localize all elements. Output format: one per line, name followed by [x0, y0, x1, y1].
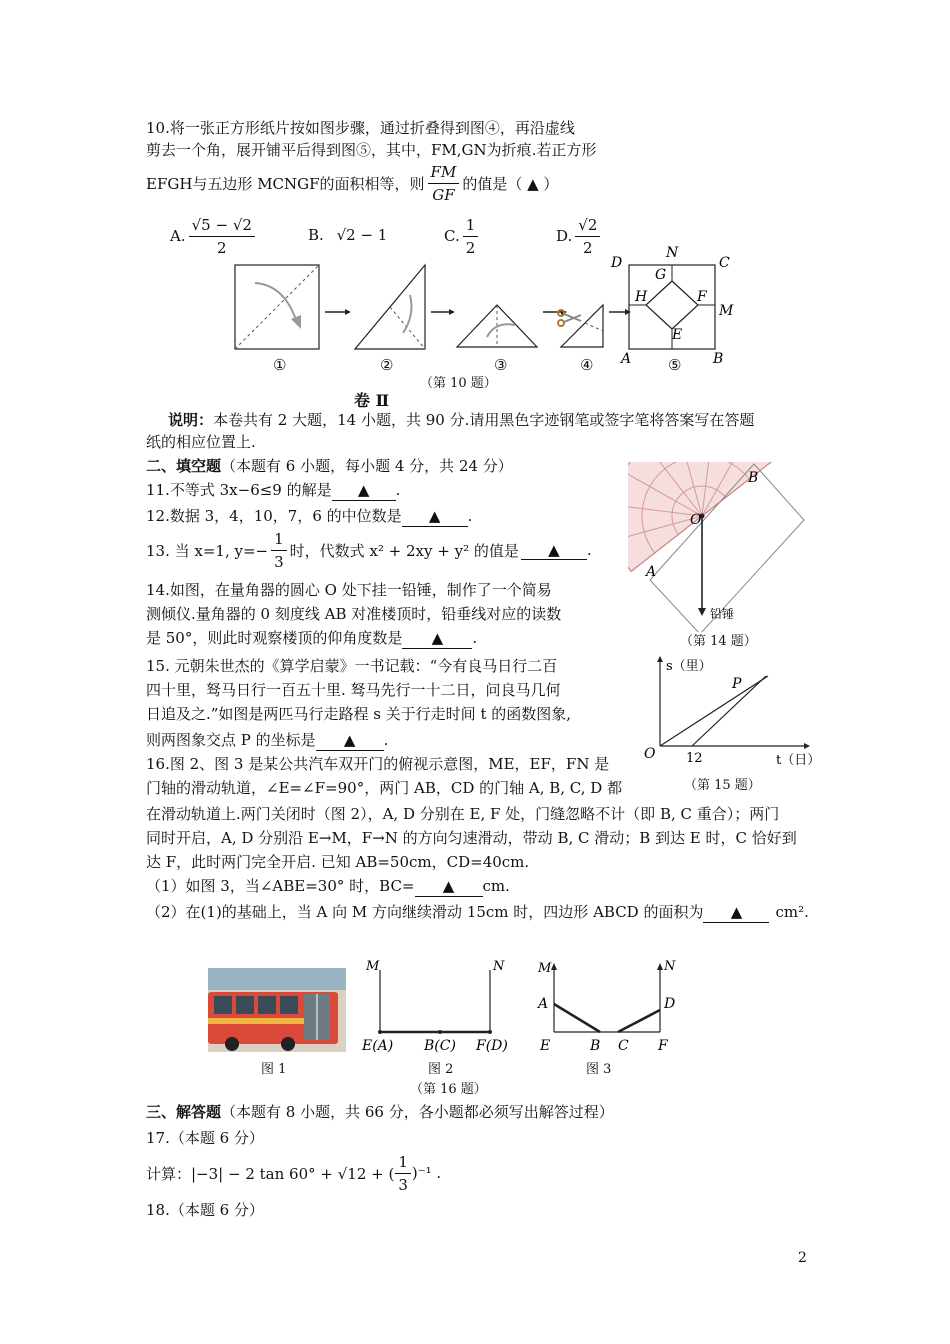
q18-header: 18.（本题 6 分）: [146, 1201, 264, 1219]
q17-frac-num: 1: [395, 1151, 411, 1174]
q12: [146, 506, 472, 527]
fig2-label-bc: B(C): [424, 1038, 456, 1054]
step1-fold-line: [235, 265, 319, 349]
q11: [146, 480, 400, 501]
q16-line2: 门轴的滑动轨道，∠E=∠F=90°，两门 AB，CD 的门轴 A, B, C, D 都: [146, 779, 623, 797]
volume2-note-line2: 纸的相应位置上.: [146, 433, 256, 451]
fig3-label-b: B: [590, 1038, 601, 1054]
fig5-label-h: H: [635, 289, 648, 305]
fig5-label-b: B: [713, 351, 724, 367]
q15-slow-horse-line: [660, 676, 768, 746]
q13-answer-blank[interactable]: ▲: [521, 541, 587, 560]
q16-line1: 16.图 2、图 3 是某公共汽车双开门的俯视示意图，ME，EF，FN 是: [146, 755, 610, 773]
q15-label-p: P: [732, 676, 742, 692]
volume2-title: 卷 Ⅱ: [354, 391, 390, 410]
q16-line4: 同时开启，A, D 分别沿 E→M，F→N 的方向匀速滑动，带动 B, C 滑动；B 到达 E 时，C 恰好到: [146, 829, 797, 847]
q13-pre: 13. 当 x=1, y=−: [146, 541, 269, 560]
q13-mid: 时，代数式 x² + 2xy + y² 的值是: [289, 541, 519, 560]
fig5-label-g: G: [655, 267, 667, 283]
q16-figure3: [532, 956, 682, 1056]
q15-answer-blank[interactable]: ▲: [316, 730, 384, 751]
section2-desc: （本题有 6 小题，每小题 4 分，共 24 分）: [221, 457, 513, 475]
plumb-weight-icon: [698, 608, 706, 616]
fig3-label-n: N: [664, 959, 676, 974]
q14-line3-text: 是 50°，则此时观察楼顶的仰角度数是: [146, 629, 403, 647]
q16-caption: （第 16 题）: [410, 1082, 487, 1097]
step1-arrow-icon: [255, 283, 297, 323]
q13: [146, 526, 592, 574]
section3-heading: [146, 1102, 614, 1122]
q15-line2: 四十里，驽马日行一百五十里. 驽马先行一十二日，问良马几何: [146, 681, 561, 699]
fig2-label-m: M: [366, 959, 380, 974]
q14-label-weight: 铅锤: [710, 607, 735, 621]
q10-caption: （第 10 题）: [420, 376, 497, 391]
step1-square: [235, 265, 319, 349]
step2-arrow-icon: [403, 295, 411, 333]
bus-wheel-rear: [281, 1037, 295, 1051]
option-d-num: √2: [575, 214, 600, 237]
fig5-label-m: M: [719, 303, 734, 319]
q16-figure2: [360, 956, 520, 1056]
fig5-label-a: A: [621, 351, 632, 367]
step-label-5: ⑤: [668, 356, 682, 374]
fig3-door-ab: [554, 1004, 600, 1032]
q16-sub2: [146, 902, 809, 923]
q15-line1: 15. 元朝朱世杰的《算学启蒙》一书记载：“今有良马日行二百: [146, 657, 558, 675]
step4-cut-line: [585, 323, 603, 331]
option-a-label: A.: [170, 227, 186, 245]
q16-sub1-answer-blank[interactable]: ▲: [415, 876, 483, 897]
q15-t-axis-arrow-icon: [804, 743, 810, 749]
q13-frac-den: 3: [274, 552, 284, 571]
option-c-label: C.: [444, 227, 460, 245]
arrow-1-head-icon: [345, 309, 351, 315]
q15-line4: [146, 730, 388, 751]
q16-sub1-text: （1）如图 3，当∠ABE=30° 时，BC=: [146, 877, 415, 895]
fig2-label-fd: F(D): [476, 1038, 508, 1054]
fig3-label-d: D: [664, 996, 676, 1012]
q14-line3: [146, 628, 477, 649]
q10-frac-den: GF: [432, 185, 455, 204]
q17-frac-den: 3: [398, 1175, 408, 1194]
q17-post: )⁻¹ .: [411, 1164, 442, 1182]
q10-frac-num: FM: [428, 161, 460, 184]
option-b-label: B.: [308, 226, 324, 244]
fig5-label-f: F: [697, 289, 707, 305]
q17-fraction: [395, 1151, 411, 1196]
q15-caption: （第 15 题）: [684, 778, 761, 793]
q15-fast-horse-line: [692, 676, 766, 746]
option-c-den: 2: [465, 238, 476, 257]
q13-end: .: [586, 541, 592, 559]
q15-t-axis-label: t（日）: [776, 753, 820, 768]
step1-arrowhead-icon: [291, 315, 301, 329]
fig5-label-d: D: [611, 255, 623, 271]
arrow-4-head-icon: [625, 309, 631, 315]
q15-tick-12: 12: [686, 751, 703, 766]
q11-answer-blank[interactable]: ▲: [332, 480, 396, 501]
section3-desc: （本题有 8 小题，共 66 分，各小题都必须写出解答过程）: [221, 1103, 614, 1121]
step-label-4: ④: [580, 356, 594, 374]
option-b-value: √2 − 1: [336, 226, 388, 244]
q10-option-b: [308, 226, 387, 244]
fig3-label-c: C: [618, 1038, 629, 1054]
q17-expression: [146, 1150, 441, 1196]
q12-answer-blank[interactable]: ▲: [402, 506, 468, 527]
q10-fraction: [428, 161, 460, 206]
bus-photo: [208, 968, 346, 1052]
step2-fold-line: [390, 307, 425, 349]
arrow-2-head-icon: [449, 309, 455, 315]
q10-line3: [146, 160, 558, 206]
q10-line3-post: 的值是（ ▲ ）: [462, 174, 559, 193]
step-label-3: ③: [494, 356, 508, 374]
q13-fraction: [271, 528, 287, 573]
q16-sub2-text: （2）在(1)的基础上，当 A 向 M 方向继续滑动 15cm 时，四边形 ABCD 的面积为: [146, 903, 704, 921]
q10-line3-pre: EFGH与五边形 MCNGF的面积相等，则: [146, 174, 425, 193]
option-a-den: 2: [216, 238, 227, 257]
bus-wheel-front: [225, 1037, 239, 1051]
fig3-label-e: E: [540, 1038, 551, 1054]
fig3-door-cd: [618, 1010, 660, 1032]
fig3-arrow-n-icon: [657, 963, 663, 970]
q16-line3: 在滑动轨道上.两门关闭时（图 2），A, D 分别在 E, F 处，门缝忽略不计（即 B, C 重合）；两门: [146, 805, 780, 823]
option-d-den: 2: [583, 238, 593, 257]
q15-s-axis-label: s（里）: [666, 659, 712, 674]
fig2-caption: 图 2: [428, 1062, 454, 1077]
q14-label-b: B: [748, 470, 759, 486]
option-d-label: D.: [556, 227, 573, 245]
q13-frac-num: 1: [271, 528, 287, 551]
q14-answer-blank[interactable]: ▲: [402, 628, 472, 649]
volume2-note-line1: [168, 410, 754, 430]
fig5-label-c: C: [719, 255, 730, 271]
q15-line4-text: 则两图象交点 P 的坐标是: [146, 731, 316, 749]
q12-text: 12.数据 3，4，10，7，6 的中位数是: [146, 507, 402, 525]
q15-line3: 日追及之.”如图是两匹马行走路程 s 关于行走时间 t 的函数图象,: [146, 705, 572, 723]
option-c-num: 1: [463, 214, 479, 237]
q11-text: 11.不等式 3x−6≤9 的解是: [146, 481, 332, 499]
fig2-label-ea: E(A): [362, 1038, 394, 1054]
q10-line1: 10.将一张正方形纸片按如图步骤，通过折叠得到图④，再沿虚线: [146, 119, 575, 137]
q15-s-axis-arrow-icon: [657, 656, 663, 662]
volume2-note-label: 说明：: [168, 411, 214, 429]
q14-caption: （第 14 题）: [680, 634, 757, 649]
q17-pre: 计算：|−3| − 2 tan 60° + √12 + (: [146, 1164, 395, 1183]
q11-end: .: [395, 481, 401, 499]
volume2-note-text: 本卷共有 2 大题，14 小题，共 90 分.请用黑色字迹钢笔或签字笔将答案写在答题: [213, 411, 755, 429]
q16-sub2-answer-blank[interactable]: ▲: [703, 902, 769, 923]
fig5-label-e: E: [672, 327, 683, 343]
page-number: 2: [798, 1250, 807, 1266]
step4-triangle: [561, 305, 603, 347]
q17-header: 17.（本题 6 分）: [146, 1129, 264, 1147]
fig3-label-a: A: [538, 996, 549, 1012]
q16-sub1-unit: cm.: [482, 877, 510, 895]
step-label-2: ②: [380, 356, 394, 374]
section2-heading: [146, 456, 513, 476]
fig2-label-n: N: [493, 959, 505, 974]
step3-arrow-icon: [487, 324, 515, 337]
fig5-label-n: N: [666, 245, 679, 261]
q15-label-o: O: [644, 746, 656, 762]
q16-line5: 达 F，此时两门完全开启. 已知 AB=50cm，CD=40cm.: [146, 853, 530, 871]
q14-line1: 14.如图，在量角器的圆心 O 处下挂一铅锤，制作了一个简易: [146, 581, 552, 599]
q16-sub1: [146, 876, 510, 897]
step-label-1: ①: [273, 356, 287, 374]
q10-line2: 剪去一个角，展开铺平后得到图⑤，其中，FM,GN为折痕.若正方形: [146, 141, 597, 159]
section2-title: 二、填空题: [146, 457, 222, 475]
option-a-num: √5 − √2: [189, 214, 255, 237]
fig1-caption: 图 1: [261, 1062, 287, 1077]
fig3-caption: 图 3: [586, 1062, 612, 1077]
q14-line2: 测倾仪.量角器的 0 刻度线 AB 对准楼顶时，铅垂线对应的读数: [146, 605, 562, 623]
q14-protractor-figure: [628, 462, 818, 632]
fig3-arrow-m-icon: [551, 963, 557, 970]
q16-sub2-unit: cm².: [775, 903, 809, 921]
q12-end: .: [467, 507, 473, 525]
fig3-label-m: M: [538, 961, 552, 976]
section3-title: 三、解答题: [146, 1103, 222, 1121]
q14-label-o: O: [690, 512, 702, 528]
q14-label-a: A: [646, 564, 657, 580]
q14-end: .: [472, 629, 478, 647]
fig3-label-f: F: [658, 1038, 668, 1054]
step5-inner-square: [646, 281, 698, 329]
q15-end: .: [383, 731, 389, 749]
q15-graph: [636, 650, 820, 770]
